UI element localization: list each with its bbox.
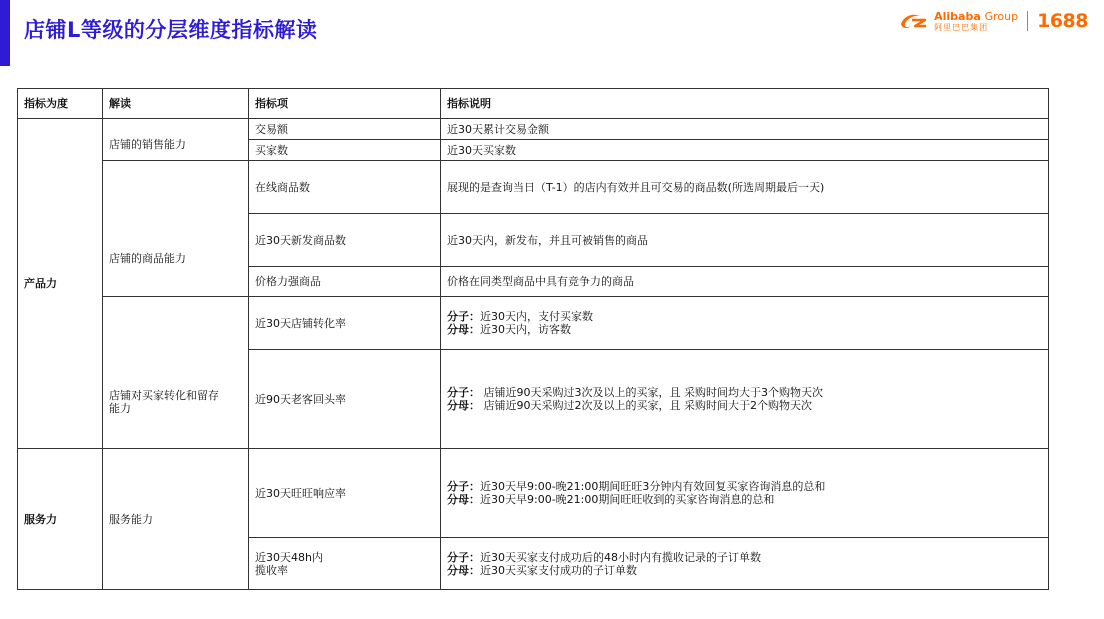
metric-item-line: 揽收率 [255, 563, 288, 577]
denominator-label: 分母： [447, 563, 480, 577]
alibaba-logo-icon [898, 11, 928, 31]
metric-item-cell: 近90天老客回头率 [249, 350, 441, 449]
numerator-text: 店铺近90天采购过3次及以上的买家，且 采购时间均大于3个购物天次 [480, 386, 823, 399]
alibaba-wordmark-text: Alibaba [934, 9, 981, 23]
interpretation-cell [103, 161, 249, 297]
header-metric-description: 指标说明 [441, 89, 1049, 119]
interpretation-text: 店铺的商品能力 [109, 251, 186, 265]
alibaba-cn-wordmark-text: 阿里巴巴集团 [934, 22, 989, 32]
metric-item-cell: 近30天旺旺响应率 [249, 449, 441, 538]
denominator-text: 近30天买家支付成功的子订单数 [480, 563, 637, 577]
numerator-label: 分子： [447, 386, 480, 399]
interpretation-cell [103, 297, 249, 449]
dimension-cell-product: 产品力 [18, 119, 103, 449]
dimension-cell-service: 服务力 [18, 449, 103, 590]
metric-item-cell: 近30天新发商品数 [249, 214, 441, 267]
table-row [18, 449, 1049, 538]
table-row [18, 161, 1049, 214]
denominator-text: 近30天内，访客数 [480, 323, 571, 336]
page-title: 店铺L等级的分层维度指标解读 [24, 18, 318, 42]
metric-desc-cell: 近30天累计交易金额 [441, 119, 1049, 140]
metric-desc-cell [441, 538, 1049, 590]
table-row [18, 297, 1049, 350]
denominator-label: 分母： [447, 399, 480, 412]
group-wordmark-text: Group [984, 9, 1019, 23]
metric-item-line: 近30天48h内 [255, 550, 323, 564]
metric-desc-cell [441, 449, 1049, 538]
brand-1688-logo: 1688 [1037, 10, 1088, 32]
metric-desc-cell [441, 297, 1049, 350]
interpretation-cell: 服务能力 [103, 449, 249, 590]
header-dimension: 指标为度 [18, 89, 103, 119]
metric-item-cell: 价格力强商品 [249, 267, 441, 297]
metric-desc-cell [441, 350, 1049, 449]
numerator-text: 近30天早9:00-晚21:00期间旺旺3分钟内有效回复买家咨询消息的总和 [480, 480, 826, 493]
interpretation-cell [103, 119, 249, 161]
interpretation-text-line: 店铺对买家转化和留存 [109, 388, 219, 402]
denominator-text: 近30天早9:00-晚21:00期间旺旺收到的买家咨询消息的总和 [480, 493, 775, 506]
metric-desc-cell: 展现的是查询当日（T-1）的店内有效并且可交易的商品数(所选周期最后一天) [441, 161, 1049, 214]
numerator-text: 近30天买家支付成功后的48小时内有揽收记录的子订单数 [480, 550, 761, 564]
header-interpretation: 解读 [103, 89, 249, 119]
denominator-text: 店铺近90天采购过2次及以上的买家，且 采购时间大于2个购物天次 [480, 399, 812, 412]
header-metric-item: 指标项 [249, 89, 441, 119]
interpretation-text-line: 能力 [109, 401, 131, 415]
metric-desc-cell: 近30天买家数 [441, 140, 1049, 161]
metrics-table [17, 88, 1049, 590]
denominator-label: 分母： [447, 323, 480, 336]
table-header-row [18, 89, 1049, 119]
numerator-label: 分子： [447, 310, 480, 323]
alibaba-group-wordmark [934, 11, 1018, 32]
metric-item-cell: 买家数 [249, 140, 441, 161]
metric-item-cell: 近30天店铺转化率 [249, 297, 441, 350]
interpretation-text: 店铺的销售能力 [109, 138, 186, 151]
metric-item-cell: 在线商品数 [249, 161, 441, 214]
metric-item-cell: 交易额 [249, 119, 441, 140]
metric-desc-cell: 近30天内，新发布，并且可被销售的商品 [441, 214, 1049, 267]
numerator-label: 分子： [447, 550, 480, 564]
denominator-label: 分母： [447, 493, 480, 506]
brand-logos [898, 10, 1088, 32]
metric-desc-cell: 价格在同类型商品中具有竞争力的商品 [441, 267, 1049, 297]
logo-divider [1027, 11, 1028, 31]
title-accent-bar [0, 0, 10, 66]
metric-item-cell [249, 538, 441, 590]
numerator-label: 分子： [447, 480, 480, 493]
numerator-text: 近30天内，支付买家数 [480, 310, 593, 323]
table-row [18, 119, 1049, 140]
